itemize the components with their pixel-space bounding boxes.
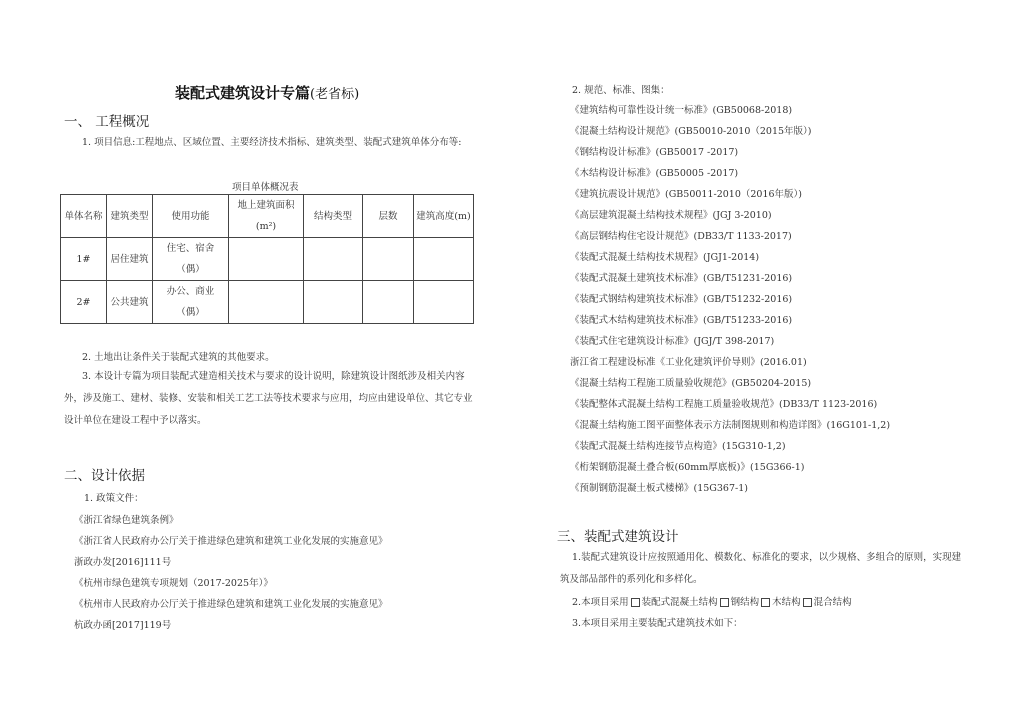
table-row [61,281,474,324]
table-cell [304,238,363,281]
table-cell: 1# [61,238,107,281]
list-item: 《钢结构设计标准》(GB50017 -2017) [570,147,739,158]
list-item: 浙政办发[2016]111号 [74,557,172,568]
list-item: 《装配式混凝土建筑技术标准》(GB/T51231-2016) [570,273,793,284]
list-item: 《装配式木结构建筑技术标准》(GB/T51233-2016) [570,315,793,326]
table-cell: 公共建筑 [107,281,153,324]
table-cell: 办公、商业（偶） [153,281,229,324]
table-row [61,238,474,281]
checkbox-icon[interactable] [720,598,729,607]
table-caption: 项目单体概况表 [232,182,299,193]
structure-option: 钢结构 [730,597,760,608]
list-item: 《高层钢结构住宅设计规范》(DB33/T 1133-2017) [570,231,792,242]
checkbox-icon[interactable] [631,598,640,607]
list-item: 《装配式混凝土结构技术规程》(JGJ1-2014) [570,252,760,263]
table-cell: 居住建筑 [107,238,153,281]
table-cell [363,281,414,324]
list-item: 《装配式住宅建筑设计标准》(JGJ/T 398-2017) [570,336,775,347]
overview-paragraph-3: 3. 本设计专篇为项目装配式建造相关技术与要求的设计说明，除建筑设计图纸涉及相关内容外，涉及施工、建材、装修、安装和相关工艺工法等技术要求与应用，均应由建设单位、其它专业设计单位在建设工程中予以落实。 [64,371,473,426]
list-item: 《建筑抗震设计规范》(GB50011-2010（2016年版）) [570,189,803,200]
prefab-paragraph-1: 1.装配式建筑设计应按照通用化、模数化、标准化的要求，以少规格、多组合的原则，实现建筑及部品部件的系列化和多样化。 [560,552,962,585]
list-item: 《混凝土结构工程施工质量验收规范》(GB50204-2015) [570,378,812,389]
list-item: 《预制钢筋混凝土板式楼梯》(15G367-1) [570,483,748,494]
list-item: 杭政办函[2017]119号 [74,620,172,631]
table-cell [414,281,474,324]
policy-subheading: 1. 政策文件： [84,493,144,504]
section-heading-basis: 二、设计依据 [64,468,145,484]
table-header-cell: 层数 [363,195,414,238]
list-item: 《建筑结构可靠性设计统一标准》(GB50068-2018) [570,105,793,116]
list-item: 《混凝土结构施工图平面整体表示方法制图规则和构造详图》(16G101-1,2) [570,420,891,431]
table-header-cell: 建筑类型 [107,195,153,238]
table-header-cell: 使用功能 [153,195,229,238]
structure-option: 木结构 [772,597,801,608]
structure-type-line [572,594,852,608]
table-cell [304,281,363,324]
checkbox-icon[interactable] [803,598,812,607]
table-cell [414,238,474,281]
overview-paragraph-1: 1. 项目信息:工程地点、区域位置、主要经济技术指标、建筑类型、装配式建筑单体分布等: [82,137,462,148]
list-item: 浙江省工程建设标准《工业化建筑评价导则》(2016.01) [570,357,807,368]
list-item: 《浙江省人民政府办公厅关于推进绿色建筑和建筑工业化发展的实施意见》 [74,536,388,547]
prefab-paragraph-3: 3.本项目采用主要装配式建筑技术如下： [572,618,743,629]
table-cell [229,281,304,324]
standards-list [570,102,970,502]
list-item: 《浙江省绿色建筑条例》 [74,515,179,526]
table-header-cell: 单体名称 [61,195,107,238]
list-item: 《装配式钢结构建筑技术标准》(GB/T51232-2016) [570,294,793,305]
list-item: 《木结构设计标准》(GB50005 -2017) [570,168,739,179]
table-header-row [61,195,474,238]
section-heading-prefab-design: 三、装配式建筑设计 [557,529,679,545]
list-item: 《装配式混凝土结构连接节点构造》(15G310-1,2) [570,441,786,452]
table-cell: 2# [61,281,107,324]
structure-option: 混合结构 [813,597,852,608]
table-cell: 住宅、宿舍（偶） [153,238,229,281]
list-item: 《杭州市绿色建筑专项规划（2017-2025年）》 [74,578,273,589]
table-cell [229,238,304,281]
list-item: 《桁架钢筋混凝土叠合板(60mm厚底板)》(15G366-1) [570,462,805,473]
project-table [60,194,474,324]
table-header-cell: 地上建筑面积(m²) [229,195,304,238]
standards-subheading: 2. 规范、标准、图集： [572,85,670,96]
structure-option: 装配式混凝土结构 [641,597,718,608]
list-item: 《高层建筑混凝土结构技术规程》(JGJ 3-2010) [570,210,772,221]
table-cell [363,238,414,281]
page-title: 装配式建筑设计专篇(老省标) [175,84,360,102]
overview-paragraph-2: 2. 土地出让条件关于装配式建筑的其他要求。 [82,352,275,363]
table-header-cell: 结构类型 [304,195,363,238]
section-heading-overview: 一、 工程概况 [64,114,150,130]
list-item: 《杭州市人民政府办公厅关于推进绿色建筑和建筑工业化发展的实施意见》 [74,599,388,610]
list-item: 《混凝土结构设计规范》(GB50010-2010（2015年版）) [570,126,812,137]
title-suffix: (老省标) [310,87,360,102]
checkbox-icon[interactable] [761,598,770,607]
policy-list [74,512,484,632]
structure-line-prefix: 2.本项目采用 [572,597,629,608]
table-header-cell: 建筑高度(m) [414,195,474,238]
list-item: 《装配整体式混凝土结构工程施工质量验收规范》(DB33/T 1123-2016) [570,399,878,410]
